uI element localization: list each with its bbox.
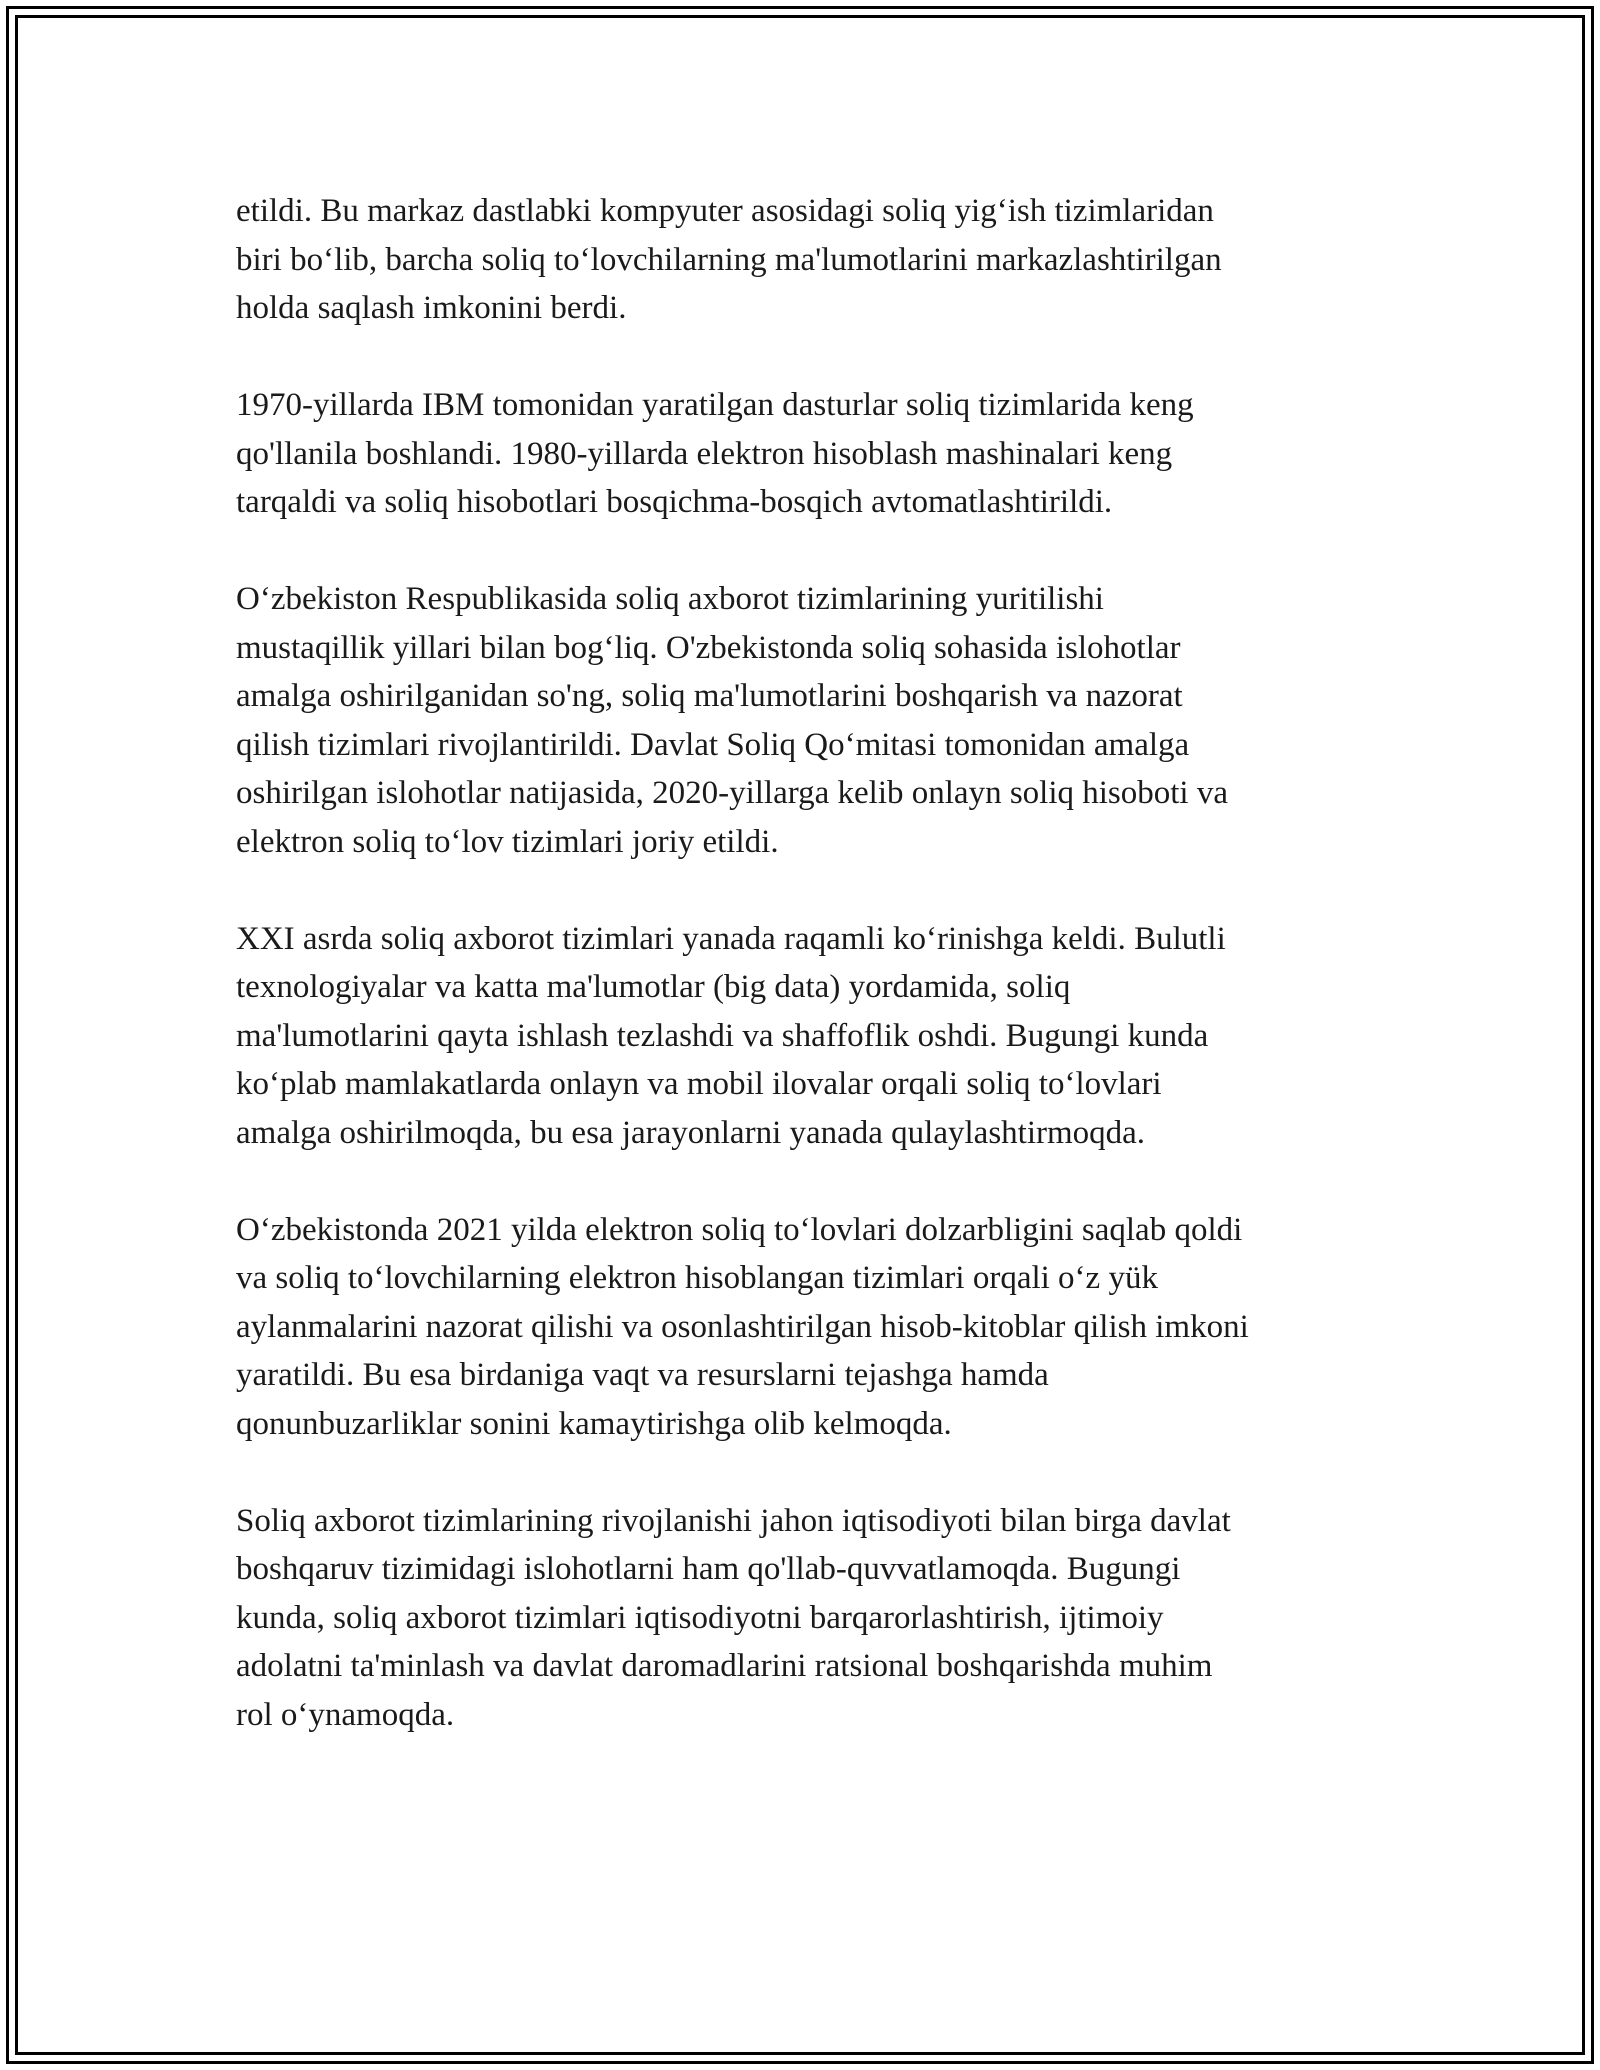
paragraph-1970s-ibm: 1970-yillarda IBM tomonidan yaratilgan dasturlar soliq tizimlarida keng qo'llanila boshlandi. 1980-yillarda elektron hisoblash mashinalari keng tarqaldi va soliq hisobotlari bosqichma-bosqich avtomatlashtirildi. <box>236 387 1194 520</box>
paragraph-data-center: etildi. Bu markaz dastlabki kompyuter asosidagi soliq yig‘ish tizimlaridan biri bo‘lib, barcha soliq to‘lovchilarning ma'lumotlarini markazlashtirilgan holda saqlash imkonini berdi. <box>236 193 1222 326</box>
document-body <box>236 187 1396 1788</box>
paragraph-uzbekistan-reforms: O‘zbekiston Respublikasida soliq axborot tizimlarining yuritilishi mustaqillik yillari bilan bog‘liq. O'zbekistonda soliq sohasida islohotlar amalga oshirilganidan so'ng, soliq ma'lumotlarini boshqarish va nazorat qilish tizimlari rivojlantirildi. Davlat Soliq Qo‘mitasi tomonidan amalga oshirilgan islohotlar natijasida, 2020-yillarga kelib onlayn soliq hisoboti va elektron soliq to‘lov tizimlari joriy etildi. <box>236 581 1228 860</box>
paragraph-21st-century: XXI asrda soliq axborot tizimlari yanada raqamli ko‘rinishga keldi. Bulutli texnologiyalar va katta ma'lumotlar (big data) yordamida, soliq ma'lumotlarini qayta ishlash tezlashdi va shaffoflik oshdi. Bugungi kunda ko‘plab mamlakatlarda onlayn va mobil ilovalar orqali soliq to‘lovlari amalga oshirilmoqda, bu esa jarayonlarni yanada qulaylashtirmoqda. <box>236 920 1226 1151</box>
paragraph-conclusion: Soliq axborot tizimlarining rivojlanishi jahon iqtisodiyoti bilan birga davlat boshqaruv tizimidagi islohotlarni ham qo'llab-quvvatlamoqda. Bugungi kunda, soliq axborot tizimlari iqtisodiyotni barqarorlashtirish, ijtimoiy adolatni ta'minlash va davlat daromadlarini ratsional boshqarishda muhim rol o‘ynamoqda. <box>236 1502 1231 1733</box>
paragraph-2021-payments: O‘zbekistonda 2021 yilda elektron soliq to‘lovlari dolzarbligini saqlab qoldi va soliq to‘lovchilarning elektron hisoblangan tizimlari orqali o‘z yük aylanmalarini nazorat qilishi va osonlashtirilgan hisob-kitoblar qilish imkoni yaratildi. Bu esa birdaniga vaqt va resurslarni tejashga hamda qonunbuzarliklar sonini kamaytirishga olib kelmoqda. <box>236 1211 1249 1442</box>
